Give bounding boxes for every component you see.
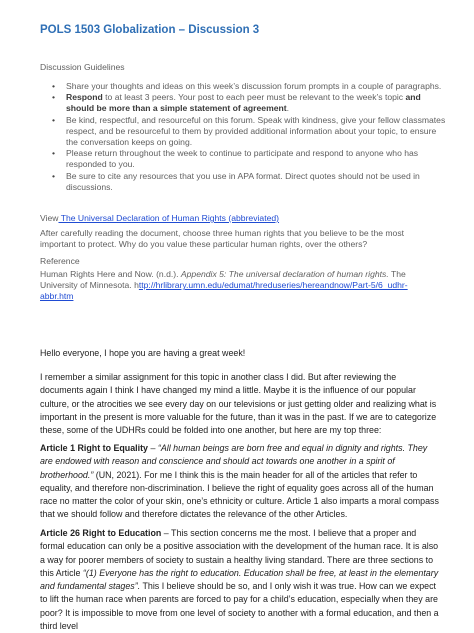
response-intro: I remember a similar assignment for this topic in another class I did. But after reviewing the documents again I think I have changed my mind a little. Maybe it is the influence of our popular culture, or the atrocities we see every day on our televisions or just getting older and realizing what is important in the present is more valuable for the future, than it was in the past. If we are to categorize these, some of the UDHRs could be folded into one another, but here are my top three:: [40, 372, 437, 436]
article1-quote: “All human beings are born free and equal in dignity and rights. They are endowed with reason and conscience and should act towards one another in a spirit of brotherhood.”: [40, 443, 428, 480]
guideline-text: Please return throughout the week to continue to participate and respond to anyone who has responded to you.: [66, 148, 419, 170]
citation-publisher: The University of Minnesota. h: [40, 269, 406, 291]
view-line: [40, 213, 279, 224]
guidelines-list: [40, 81, 446, 193]
article1-label: Article 1 Right to Equality: [40, 443, 148, 453]
guideline-text: Be kind, respectful, and resourceful on this forum. Speak with kindness, give your fellow classmates respect, and be resourceful to them by provided additional information about your topic, to ensure the conversation keeps on going.: [66, 114, 446, 148]
guideline-text: Share your thoughts and ideas on this week’s discussion forum prompts in a couple of paragraphs.: [66, 81, 442, 91]
guideline-item: [66, 148, 446, 170]
article1-body: (UN, 2021). For me I think this is the main header for all of the articles that refer to equality, and therefore non-discrimination. I believe the right of equality goes across all of the human race no matter the color of your skin, one’s ethnicity or culture. Article 1 also imparts a moral compass that we should follow and therefore dictates the relevance of the other Articles.: [40, 469, 439, 520]
response-greeting: Hello everyone, I hope you are having a great week!: [40, 348, 246, 358]
document-title: POLS 1503 Globalization – Discussion 3: [40, 24, 260, 36]
guideline-item: [66, 171, 446, 193]
guideline-item: [66, 81, 446, 92]
view-prefix: View: [40, 213, 59, 223]
guideline-text: Be sure to cite any resources that you use in APA format. Direct quotes should not be used in discussions.: [66, 170, 420, 192]
article1-dash: –: [148, 443, 158, 453]
citation-link[interactable]: ttp://hrlibrary.umn.edu/edumat/hreduseries/hereandnow/Part-5/6_udhr-abbr.htm: [40, 280, 408, 302]
guideline-item: [66, 115, 446, 149]
guideline-bold-text: and should be more than a simple statement of agreement: [66, 92, 421, 114]
citation-author: Human Rights Here and Now. (n.d.).: [40, 269, 181, 279]
guideline-bold-text: Respond: [66, 92, 103, 103]
article26-body-continued: This I believe should be so, and I only wish it was true. How can we expect to lift the human race when parents are forced to pay for a child’s education, especially when they are poor? It is impossible to move from one level of society to another with a formal education, and then a third level: [40, 581, 439, 632]
guidelines-heading: Discussion Guidelines: [40, 62, 125, 72]
guideline-item: [66, 92, 446, 114]
reference-heading: Reference: [40, 256, 80, 266]
article26-label: Article 26 Right to Education: [40, 528, 162, 538]
discussion-prompt: After carefully reading the document, choose three human rights that you believe to be the most important to protect. Why do you value these particular human rights, over the others?: [40, 228, 405, 250]
article26-body: – This section concerns me the most. I believe that a proper and formal education can only be a positive association with the development of the human race. It is also a way for poorer members of society to sustain a healthy living standard. There are three sections to this Article: [40, 528, 439, 578]
reference-citation: [40, 269, 434, 303]
article26-quote: “(1) Everyone has the right to education. Education shall be free, at least in the elementary and fundamental stages”.: [40, 567, 439, 592]
article1-paragraph: [40, 442, 440, 522]
udhr-link[interactable]: The Universal Declaration of Human Rights (abbreviated): [58, 213, 280, 223]
guideline-text: .: [286, 103, 290, 114]
guideline-text: to at least 3 peers. Your post to each peer must be relevant to the week’s topic: [102, 92, 406, 103]
article26-paragraph: [40, 527, 440, 633]
citation-title: Appendix 5: The universal declaration of human rights.: [180, 269, 389, 279]
